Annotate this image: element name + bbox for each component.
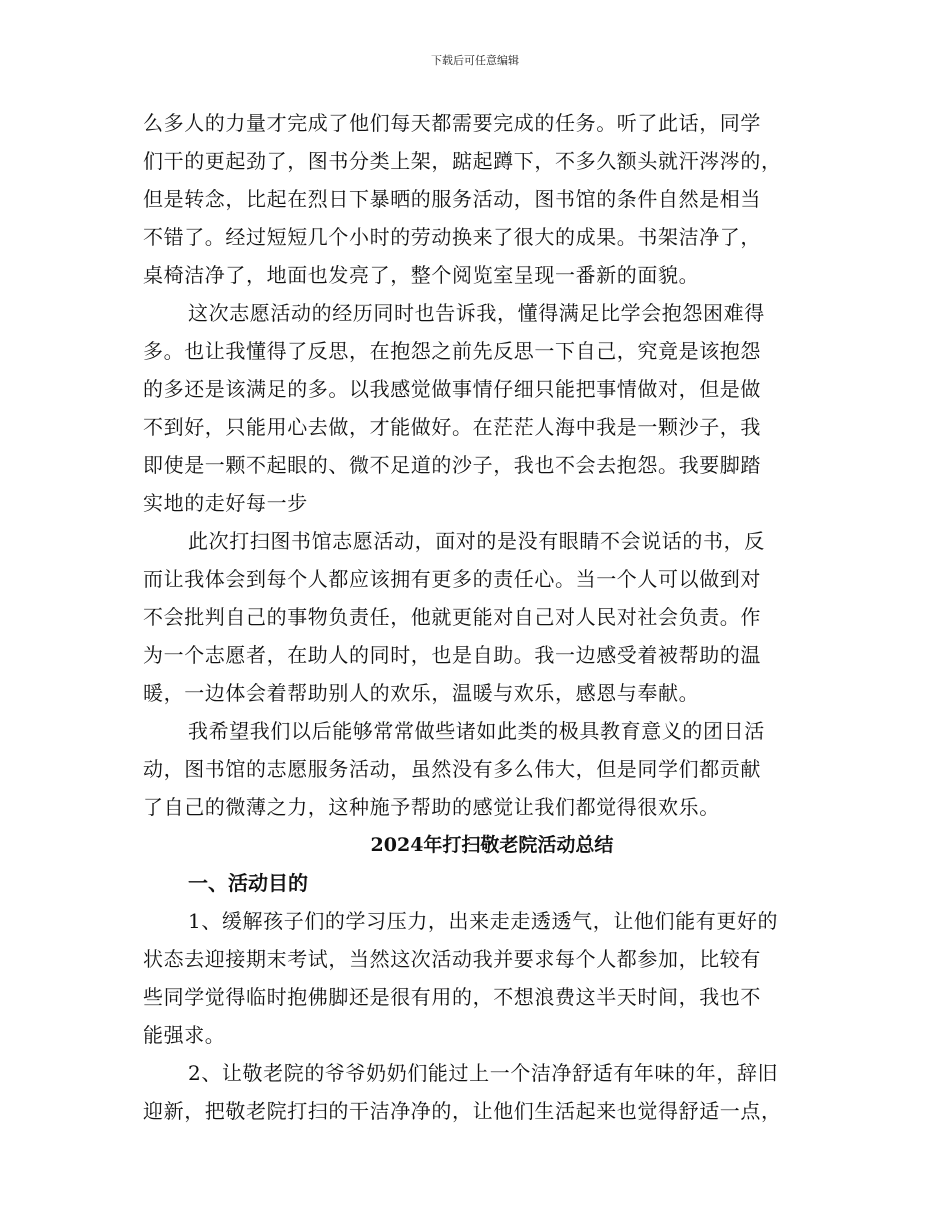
text-line: 动，图书馆的志愿服务活动，虽然没有多么伟大，但是同学们都贡献	[143, 757, 761, 781]
paragraph	[143, 294, 811, 522]
text-line: 桌椅洁净了，地面也发亮了，整个阅览室呈现一番新的面貌。	[143, 263, 700, 287]
section-heading: 一、活动目的	[188, 871, 308, 895]
text-line: 即使是一颗不起眼的、微不足道的沙子，我也不会去抱怨。我要脚踏	[143, 453, 761, 477]
paragraph	[143, 104, 811, 294]
text-line: 些同学觉得临时抱佛脚还是很有用的，不想浪费这半天时间，我也不	[143, 985, 761, 1009]
text-line: 而让我体会到每个人都应该拥有更多的责任心。当一个人可以做到对	[143, 567, 761, 591]
article-part-one	[143, 104, 811, 826]
text-line: 迎新，把敬老院打扫的干洁净净的，让他们生活起来也觉得舒适一点，	[143, 1099, 782, 1123]
text-line: 我希望我们以后能够常常做些诸如此类的极具教育意义的团日活	[188, 719, 765, 743]
document-body	[143, 104, 811, 1130]
article-part-two	[143, 902, 811, 1130]
text-line: 不会批判自己的事物负责任，他就更能对自己对人民对社会负责。作	[143, 605, 761, 629]
text-line: 2、让敬老院的爷爷奶奶们能过上一个洁净舒适有年味的年，辞旧	[188, 1061, 779, 1085]
page-header-note: 下载后可任意编辑	[431, 54, 519, 67]
text-line: 此次打扫图书馆志愿活动，面对的是没有眼睛不会说话的书，反	[188, 529, 765, 553]
text-line: 暖，一边体会着帮助别人的欢乐，温暖与欢乐，感恩与奉献。	[143, 681, 700, 705]
text-line: 但是转念，比起在烈日下暴晒的服务活动，图书馆的条件自然是相当	[143, 187, 761, 211]
text-line: 多。也让我懂得了反思，在抱怨之前先反思一下自己，究竟是该抱怨	[143, 339, 761, 363]
paragraph	[143, 902, 811, 1054]
text-line: 么多人的力量才完成了他们每天都需要完成的任务。听了此话，同学	[143, 111, 761, 135]
paragraph	[143, 1054, 811, 1130]
text-line: 的多还是该满足的多。以我感觉做事情仔细只能把事情做对，但是做	[143, 377, 761, 401]
text-line: 不错了。经过短短几个小时的劳动换来了很大的成果。书架洁净了，	[143, 225, 761, 249]
text-line: 能强求。	[143, 1023, 226, 1047]
section-title: 2024年打扫敬老院活动总结	[370, 834, 614, 856]
text-line: 了自己的微薄之力，这种施予帮助的感觉让我们都觉得很欢乐。	[143, 795, 720, 819]
text-line: 状态去迎接期末考试，当然这次活动我并要求每个人都参加，比较有	[143, 947, 761, 971]
text-line: 不到好，只能用心去做，才能做好。在茫茫人海中我是一颗沙子，我	[143, 415, 761, 439]
text-line: 这次志愿活动的经历同时也告诉我，懂得满足比学会抱怨困难得	[188, 301, 765, 325]
text-line: 1、缓解孩子们的学习压力，出来走走透透气，让他们能有更好的	[188, 909, 779, 933]
text-line: 们干的更起劲了，图书分类上架，踮起蹲下，不多久额头就汗涔涔的，	[143, 149, 782, 173]
paragraph	[143, 522, 811, 712]
paragraph	[143, 712, 811, 826]
text-line: 为一个志愿者，在助人的同时，也是自助。我一边感受着被帮助的温	[143, 643, 761, 667]
text-line: 实地的走好每一步	[143, 491, 308, 515]
